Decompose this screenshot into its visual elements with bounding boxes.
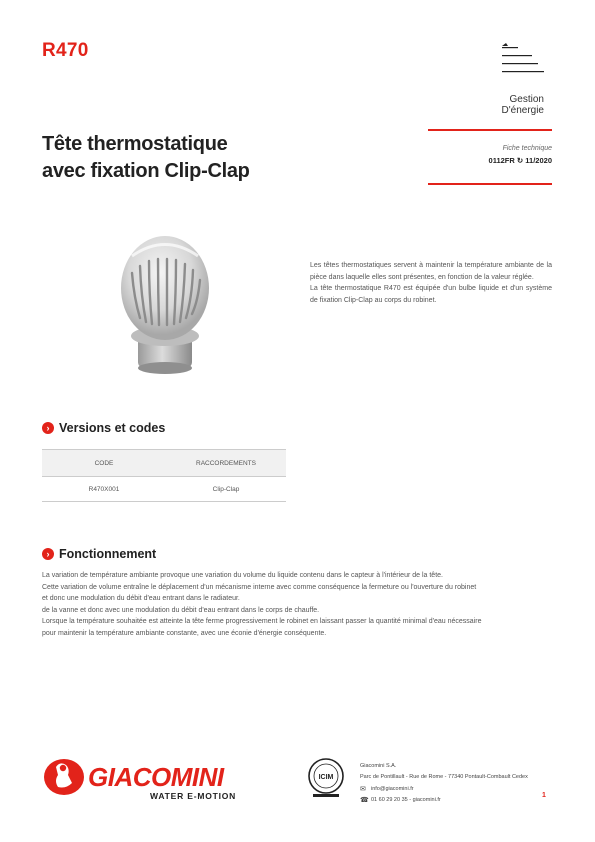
versions-table: [42, 449, 286, 502]
svg-text:GIACOMINI: GIACOMINI: [88, 762, 224, 792]
versions-section-title: › Versions et codes: [42, 421, 165, 435]
chevron-right-icon: ›: [42, 422, 54, 434]
intro-text: Les têtes thermostatiques servent à maintenir la température ambiante de la pièce dans laquelle elles sont présentes, en fonction de la valeur réglée. La tête thermostatique R470 est équipée d'un bulbe liquide et d'un système de fixation Clip-Clap au corps du robinet.: [310, 262, 552, 304]
thermostatic-head-image: [110, 228, 220, 378]
company-email[interactable]: info@giacomini.fr: [371, 785, 414, 792]
table-header-row: [42, 450, 286, 477]
brand-tagline: WATER E-MOTION: [150, 791, 237, 801]
company-address: Parc de Pontillault - Rue de Rome - 77340 Pontault-Combault Cedex: [360, 774, 528, 781]
tech-sheet-label: Fiche technique: [502, 145, 552, 152]
fonctionnement-text: La variation de température ambiante provoque une variation du volume du liquide contenu dans le capteur à l'intérieur de la tête. Cette variation de volume entraîne le déplacement d'un mécanisme interne avec comme conséquence la fermeture ou l'ouverture du robinet et donc une modulation du débit d'eau entrant dans le radiateur. de la vanne et donc avec une modulation du débit d'eau entrant dans le corps de chauffe. Lorsque la température souhaitée est atteinte la tête ferme progressivement le robinet en laissant passer la quantité minimal d'eau nécessaire pour maintenir la température ambiante constante, avec une éconie d'énergie conséquente.: [42, 572, 482, 637]
page-title: Tête thermostatique avec fixation Clip-Clap: [42, 133, 250, 182]
column-header-connections: RACCORDEMENTS: [166, 450, 286, 477]
fonctionnement-section-title: › Fonctionnement: [42, 547, 156, 561]
cell-code: R470X001: [42, 477, 166, 502]
chevron-right-icon: ›: [42, 548, 54, 560]
cell-connection: Clip-Clap: [166, 477, 286, 502]
table-row: [42, 477, 286, 502]
phone-icon: ☎: [360, 797, 369, 805]
company-phone-web[interactable]: 01 60 29 20 35 - giacomini.fr: [371, 797, 441, 804]
refresh-icon: ↻: [516, 156, 524, 165]
category-label: Gestion D'énergie: [501, 94, 544, 116]
company-name: Giacomini S.A.: [360, 763, 397, 769]
category-divider: [428, 129, 552, 131]
company-info: [360, 761, 528, 807]
email-icon: ✉: [360, 785, 366, 793]
svg-text:ICIM: ICIM: [318, 774, 334, 781]
tech-sheet-divider: [428, 183, 552, 185]
page-number: 1: [542, 792, 546, 799]
icim-certification-logo: [305, 757, 347, 799]
energy-management-icon: [500, 43, 544, 77]
product-code: R470: [42, 40, 89, 61]
tech-sheet-ref: 0112FR ↻ 11/2020: [488, 156, 552, 165]
column-header-code: CODE: [42, 450, 166, 477]
